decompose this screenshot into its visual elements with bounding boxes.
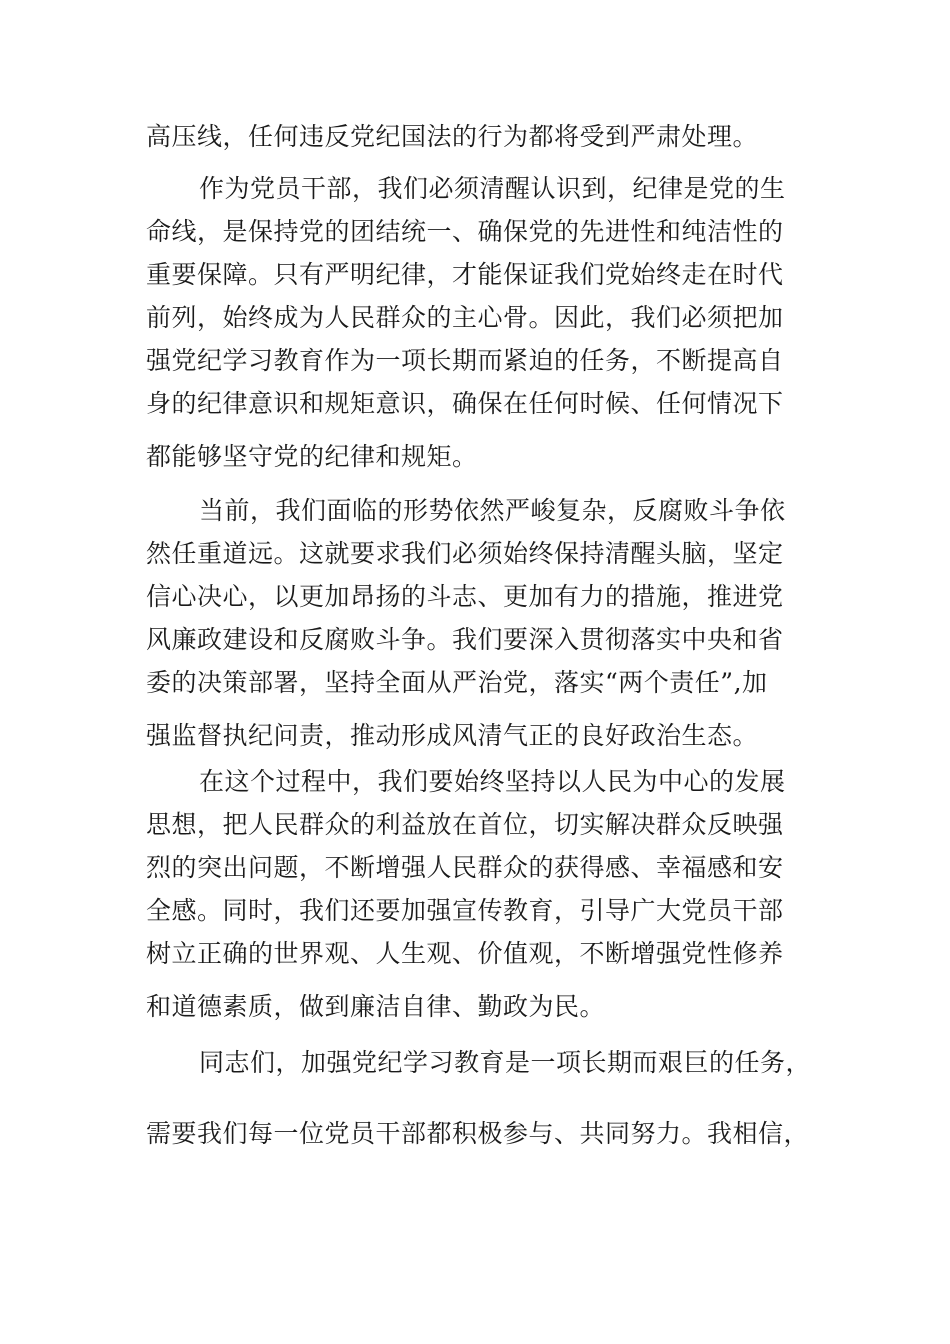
text-line: 身的纪律意识和规矩意识，确保在任何时候、任何情况下 (146, 389, 784, 418)
text-line: 然任重道远。这就要求我们必须始终保持清醒头脑，坚定 (146, 539, 784, 568)
text-line: 和道德素质，做到廉洁自律、勤政为民。 (146, 992, 606, 1021)
text-line: 风廉政建设和反腐败斗争。我们要深入贯彻落实中央和省 (146, 625, 784, 654)
text-line: 委的决策部署，坚持全面从严治党，落实“两个责任”,加 (146, 668, 768, 697)
text-line: 前列，始终成为人民群众的主心骨。因此，我们必须把加 (146, 303, 784, 332)
text-line: 重要保障。只有严明纪律，才能保证我们党始终走在时代 (146, 260, 784, 289)
text-line: 需要我们每一位党员干部都积极参与、共同努力。我相信， (146, 1119, 810, 1148)
text-line: 信心决心，以更加昂扬的斗志、更加有力的措施，推进党 (146, 582, 784, 611)
text-line: 作为党员干部，我们必须清醒认识到，纪律是党的生 (199, 174, 786, 203)
text-line: 思想，把人民群众的利益放在首位，切实解决群众反映强 (146, 810, 784, 839)
text-line: 命线，是保持党的团结统一、确保党的先进性和纯洁性的 (146, 217, 784, 246)
text-line: 强监督执纪问责，推动形成风清气正的良好政治生态。 (146, 721, 759, 750)
text-line: 同志们，加强党纪学习教育是一项长期而艰巨的任务， (199, 1048, 812, 1077)
text-line: 高压线，任何违反党纪国法的行为都将受到严肃处理。 (146, 122, 759, 151)
text-line: 在这个过程中，我们要始终坚持以人民为中心的发展 (199, 767, 786, 796)
text-line: 树立正确的世界观、人生观、价值观，不断增强党性修养 (146, 939, 784, 968)
text-line: 全感。同时，我们还要加强宣传教育，引导广大党员干部 (146, 896, 784, 925)
text-line: 都能够坚守党的纪律和规矩。 (146, 442, 478, 471)
text-line: 当前，我们面临的形势依然严峻复杂，反腐败斗争依 (199, 496, 786, 525)
text-line: 烈的突出问题，不断增强人民群众的获得感、幸福感和安 (146, 853, 784, 882)
text-line: 强党纪学习教育作为一项长期而紧迫的任务，不断提高自 (146, 346, 784, 375)
